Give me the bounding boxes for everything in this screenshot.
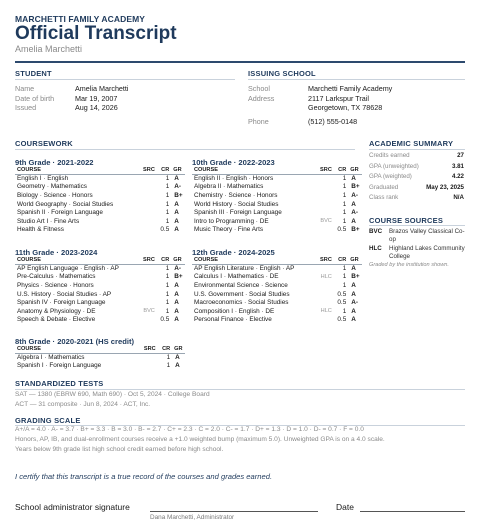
col-cr-header: CR (158, 346, 172, 353)
phone-row (248, 117, 392, 127)
course-source (315, 264, 334, 273)
course-source (315, 200, 334, 209)
col-course-header: COURSE (15, 346, 139, 353)
source-code: HLC (369, 245, 382, 253)
course-credit: 0.5 (337, 290, 347, 298)
course-table (15, 257, 185, 324)
course-name: Spanish III · Foreign Language (194, 209, 282, 217)
course-table (15, 346, 185, 370)
header-divider (15, 61, 465, 63)
tests-heading: STANDARDIZED TESTS (15, 379, 104, 388)
test-line: SAT — 1380 (EBRW 690, Math 690) · Oct 5, 2024 · College Board (15, 391, 210, 398)
course-name: Composition I · English · DE (194, 307, 275, 315)
summary-value: May 23, 2025 (426, 183, 464, 191)
student-issued-row (15, 103, 129, 113)
course-name: Geometry · Mathematics (17, 183, 87, 191)
course-table (192, 167, 362, 234)
course-source (138, 226, 157, 235)
course-name: Anatomy & Physiology · DE (17, 307, 96, 315)
student-name-row (15, 84, 129, 94)
table-row (192, 200, 362, 209)
table-row (192, 264, 362, 273)
course-name: World Geography · Social Studies (17, 200, 114, 208)
summary-list (369, 151, 464, 204)
table-row (15, 183, 185, 192)
field-value: Amelia Marchetti (75, 84, 129, 93)
col-gr-header: GR (171, 257, 185, 264)
col-src-header: SRC (315, 167, 334, 174)
course-table-header (15, 167, 185, 174)
grading-heading: GRADING SCALE (15, 416, 81, 425)
table-row (15, 174, 185, 183)
course-grade: A (174, 299, 179, 307)
course-credit: 1 (165, 183, 170, 191)
course-grade: A- (351, 191, 358, 199)
field-value: (512) 555-0148 (308, 116, 358, 126)
address-line2-row (248, 103, 392, 113)
col-src-header: SRC (138, 167, 157, 174)
source-item (369, 228, 467, 243)
course-credit: 0.5 (337, 226, 347, 234)
course-source: BVC (320, 218, 332, 225)
field-label: Phone (248, 116, 269, 126)
issuing-school-heading: ISSUING SCHOOL (248, 69, 316, 78)
col-src-header: SRC (315, 257, 334, 264)
course-name: Pre-Calculus · Mathematics (17, 273, 96, 281)
course-source: HLC (320, 273, 332, 280)
course-source (315, 191, 334, 200)
sources-rule (369, 225, 465, 226)
issuing-rule (248, 79, 465, 80)
course-grade: B+ (351, 226, 360, 234)
course-source (138, 273, 157, 282)
course-source (138, 264, 157, 273)
course-name: Speech & Debate · Elective (17, 316, 96, 324)
col-cr-header: CR (157, 167, 171, 174)
course-grade: A (174, 217, 179, 225)
table-row (192, 273, 362, 282)
table-row (15, 200, 185, 209)
course-grade: A (174, 200, 179, 208)
table-row (15, 273, 185, 282)
student-dob-row (15, 94, 129, 104)
field-value: Georgetown, TX 78628 (308, 103, 383, 112)
table-row (15, 290, 185, 299)
course-name: AP English Literature · English · AP (194, 265, 295, 273)
course-credit: 1 (342, 273, 347, 281)
course-source (315, 290, 334, 299)
course-grade: A (351, 316, 356, 324)
table-row (192, 183, 362, 192)
course-name: Physics · Science · Honors (17, 281, 94, 289)
course-credit: 1 (165, 209, 170, 217)
course-table (15, 167, 185, 234)
course-name: English II · English · Honors (194, 175, 274, 183)
course-credit: 1 (165, 273, 170, 281)
summary-label: GPA (unweighted) (369, 162, 419, 170)
student-subtitle: Amelia Marchetti (15, 44, 83, 54)
certification-statement: I certify that this transcript is a true record of the courses and grades earned. (15, 472, 273, 481)
course-name: English I · English (17, 175, 69, 183)
year-block (15, 248, 185, 324)
course-credit: 1 (165, 217, 170, 225)
course-grade: A- (174, 265, 181, 273)
course-source: BVC (143, 308, 155, 315)
course-grade: B+ (174, 191, 183, 199)
course-grade: A (174, 290, 179, 298)
field-label: Date of birth (15, 93, 55, 103)
course-name: Intro to Programming · DE (194, 217, 269, 225)
course-name: Health & Fitness (17, 226, 64, 234)
course-source (315, 316, 334, 325)
test-line: ACT — 31 composite · Jun 8, 2024 · ACT, Inc. (15, 401, 151, 408)
course-grade: A (174, 226, 179, 234)
summary-row (369, 172, 464, 183)
summary-row (369, 162, 464, 173)
course-source (138, 281, 157, 290)
source-name: Brazos Valley Classical Co-op (389, 228, 465, 243)
course-grade: A (351, 217, 356, 225)
student-rule (15, 79, 235, 80)
course-source (315, 281, 334, 290)
course-credit: 1 (165, 307, 170, 315)
tests-list (15, 390, 210, 410)
course-source (139, 362, 158, 371)
course-credit: 1 (165, 281, 170, 289)
grading-scale-line: A+/A = 4.0 · A- = 3.7 · B+ = 3.3 · B = 3.0 · B- = 2.7 · C+ = 2.3 · C = 2.0 · C- = 1.7 · D+ = 1.3 · D = 1.0 · D- = 0.7 · F = 0.0 (15, 426, 364, 433)
col-course-header: COURSE (15, 167, 138, 174)
course-source (138, 290, 157, 299)
course-name: Algebra I · Mathematics (17, 354, 85, 362)
table-row (15, 362, 185, 371)
coursework-rule (15, 149, 355, 150)
summary-value: 27 (457, 152, 464, 159)
col-src-header: SRC (139, 346, 158, 353)
summary-label: Credits earned (369, 152, 410, 159)
year-block (192, 158, 362, 234)
course-source (315, 183, 334, 192)
course-name: World History · Social Studies (194, 200, 279, 208)
course-name: Calculus I · Mathematics · DE (194, 273, 279, 281)
course-grade: B+ (351, 183, 360, 191)
source-name: Highland Lakes Community College (389, 245, 465, 260)
coursework-heading: COURSEWORK (15, 139, 73, 148)
col-src-header: SRC (138, 257, 157, 264)
table-row (192, 217, 362, 226)
course-credit: 1 (165, 265, 170, 273)
table-row (15, 226, 185, 235)
year-heading: 11th Grade · 2023-2024 (15, 248, 98, 257)
col-course-header: COURSE (15, 257, 138, 264)
col-course-header: COURSE (192, 167, 315, 174)
summary-rule (369, 149, 465, 150)
table-row (192, 281, 362, 290)
course-grade: A (351, 281, 356, 289)
course-source (138, 217, 157, 226)
course-name: Environmental Science · Science (194, 281, 288, 289)
summary-row (369, 183, 464, 194)
field-label: School (248, 84, 270, 93)
summary-label: GPA (weighted) (369, 173, 412, 181)
table-row (192, 298, 362, 307)
year-block (192, 248, 362, 324)
grading-notes (15, 425, 470, 455)
signature-label: School administrator signature (15, 502, 130, 512)
field-label: Issued (15, 103, 37, 112)
course-name: Biology · Science · Honors (17, 191, 93, 199)
sources-heading: COURSE SOURCES (369, 216, 444, 225)
course-credit: 1 (166, 354, 171, 362)
year-heading: 10th Grade · 2022-2023 (192, 158, 275, 167)
signature-line (150, 511, 318, 512)
grading-credit-note: Years below 9th grade list high school credit earned before high school. (15, 446, 224, 453)
col-cr-header: CR (157, 257, 171, 264)
course-credit: 1 (342, 281, 347, 289)
course-grade: A- (351, 209, 358, 217)
course-name: Music Theory · Fine Arts (194, 226, 264, 234)
date-label: Date (336, 502, 354, 512)
course-table (192, 257, 362, 324)
course-grade: A- (174, 183, 181, 191)
course-source: HLC (320, 308, 332, 315)
course-grade: A (351, 307, 356, 315)
course-credit: 1 (342, 265, 347, 273)
table-row (192, 290, 362, 299)
col-gr-header: GR (171, 167, 185, 174)
course-name: Spanish I · Foreign Language (17, 362, 102, 370)
summary-value: 3.81 (451, 162, 464, 170)
grading-weight-note: Honors, AP, IB, and dual-enrollment courses receive a +1.0 weighted bump (maximum 5.0). Unweighted GPA is on a 4.0 scale. (15, 436, 385, 443)
course-grade: A (175, 362, 180, 370)
course-grade: B+ (351, 273, 360, 281)
course-source (315, 174, 334, 183)
course-credit: 1 (342, 175, 347, 183)
field-label: Name (15, 84, 35, 93)
table-row (192, 226, 362, 235)
signer-name: Dana Marchetti, Administrator (150, 514, 235, 521)
course-name: Spanish II · Foreign Language (17, 209, 103, 217)
summary-value: N/A (453, 194, 464, 202)
table-row (192, 316, 362, 325)
course-grade: A (174, 316, 179, 324)
course-credit: 1 (166, 362, 171, 370)
course-credit: 0.5 (337, 316, 347, 324)
source-code: BVC (369, 228, 383, 235)
course-credit: 1 (165, 200, 170, 208)
course-name: Personal Finance · Elective (194, 316, 272, 324)
course-name: Algebra II · Mathematics (194, 183, 264, 191)
course-grade: A (351, 175, 356, 183)
course-grade: A (174, 175, 179, 183)
course-credit: 1 (165, 191, 170, 199)
field-value: Aug 14, 2026 (75, 103, 118, 112)
field-value: 2117 Larkspur Trail (308, 93, 369, 103)
course-name: AP English Language · English · AP (17, 265, 119, 273)
summary-row (369, 151, 464, 162)
course-source (138, 191, 157, 200)
course-name: Spanish IV · Foreign Language (17, 299, 106, 307)
course-source (138, 208, 157, 217)
course-grade: A (175, 354, 180, 362)
course-name: Macroeconomics · Social Studies (194, 299, 289, 307)
course-credit: 1 (342, 217, 347, 225)
col-cr-header: CR (334, 167, 348, 174)
summary-row (369, 193, 464, 204)
course-source (315, 208, 334, 217)
issuing-school-fields (248, 84, 392, 126)
table-row (192, 307, 362, 316)
table-row (15, 281, 185, 290)
table-row (192, 174, 362, 183)
course-name: Chemistry · Science · Honors (194, 191, 278, 199)
year-heading: 12th Grade · 2024-2025 (192, 248, 275, 257)
course-source (138, 174, 157, 183)
col-gr-header: GR (348, 257, 362, 264)
field-label: Address (248, 93, 275, 103)
year-block (15, 158, 185, 234)
course-credit: 1 (342, 307, 347, 315)
field-value: Marchetti Family Academy (308, 84, 393, 93)
summary-label: Graduated (369, 183, 399, 191)
source-item (369, 245, 467, 260)
course-grade: A- (351, 299, 358, 307)
course-table-header (192, 167, 362, 174)
course-credit: 1 (342, 209, 347, 217)
course-source (138, 298, 157, 307)
course-table-header (15, 257, 185, 264)
course-credit: 0.5 (160, 316, 170, 324)
table-row (15, 298, 185, 307)
course-credit: 0.5 (160, 226, 170, 234)
course-source (138, 200, 157, 209)
course-name: U.S. Government · Social Studies (194, 290, 290, 298)
summary-value: 4.22 (451, 173, 464, 181)
course-credit: 1 (165, 175, 170, 183)
date-line (360, 511, 465, 512)
course-grade: A (351, 265, 356, 273)
course-grade: A (174, 281, 179, 289)
course-name: Studio Art I · Fine Arts (17, 217, 80, 225)
field-value: Mar 19, 2007 (75, 93, 118, 103)
course-source (138, 316, 157, 325)
course-name: U.S. History · Social Studies · AP (17, 290, 112, 298)
year-heading: 8th Grade · 2020-2021 (HS credit) (15, 337, 135, 346)
year-heading: 9th Grade · 2021-2022 (15, 158, 94, 167)
sources-list (369, 228, 467, 268)
page-title: Official Transcript (15, 23, 177, 44)
course-credit: 1 (342, 183, 347, 191)
course-source (315, 298, 334, 307)
table-row (15, 307, 185, 316)
table-row (15, 208, 185, 217)
course-credit: 1 (342, 200, 347, 208)
student-heading: STUDENT (15, 69, 52, 78)
year-block (15, 337, 185, 370)
course-source (138, 183, 157, 192)
table-row (15, 191, 185, 200)
course-table-header (192, 257, 362, 264)
table-row (192, 208, 362, 217)
course-credit: 1 (342, 191, 347, 199)
course-grade: A (174, 307, 179, 315)
col-gr-header: GR (348, 167, 362, 174)
course-source (315, 226, 334, 235)
sources-note: Graded by the institution shown. (369, 262, 449, 269)
course-grade: A (351, 200, 356, 208)
course-credit: 1 (165, 299, 170, 307)
course-source (139, 353, 158, 362)
col-course-header: COURSE (192, 257, 315, 264)
table-row (15, 316, 185, 325)
address-row (248, 94, 392, 104)
course-credit: 0.5 (337, 299, 347, 307)
student-fields (15, 84, 129, 113)
col-gr-header: GR (172, 346, 185, 353)
school-row (248, 84, 392, 94)
summary-label: Class rank (369, 194, 399, 202)
col-cr-header: CR (334, 257, 348, 264)
table-row (15, 353, 185, 362)
course-grade: B+ (174, 273, 183, 281)
table-row (192, 191, 362, 200)
table-row (15, 217, 185, 226)
course-credit: 1 (165, 290, 170, 298)
course-table-header (15, 346, 185, 353)
table-row (15, 264, 185, 273)
course-grade: A (174, 209, 179, 217)
summary-heading: ACADEMIC SUMMARY (369, 139, 454, 148)
course-grade: A (351, 290, 356, 298)
school-name: MARCHETTI FAMILY ACADEMY (15, 14, 146, 24)
